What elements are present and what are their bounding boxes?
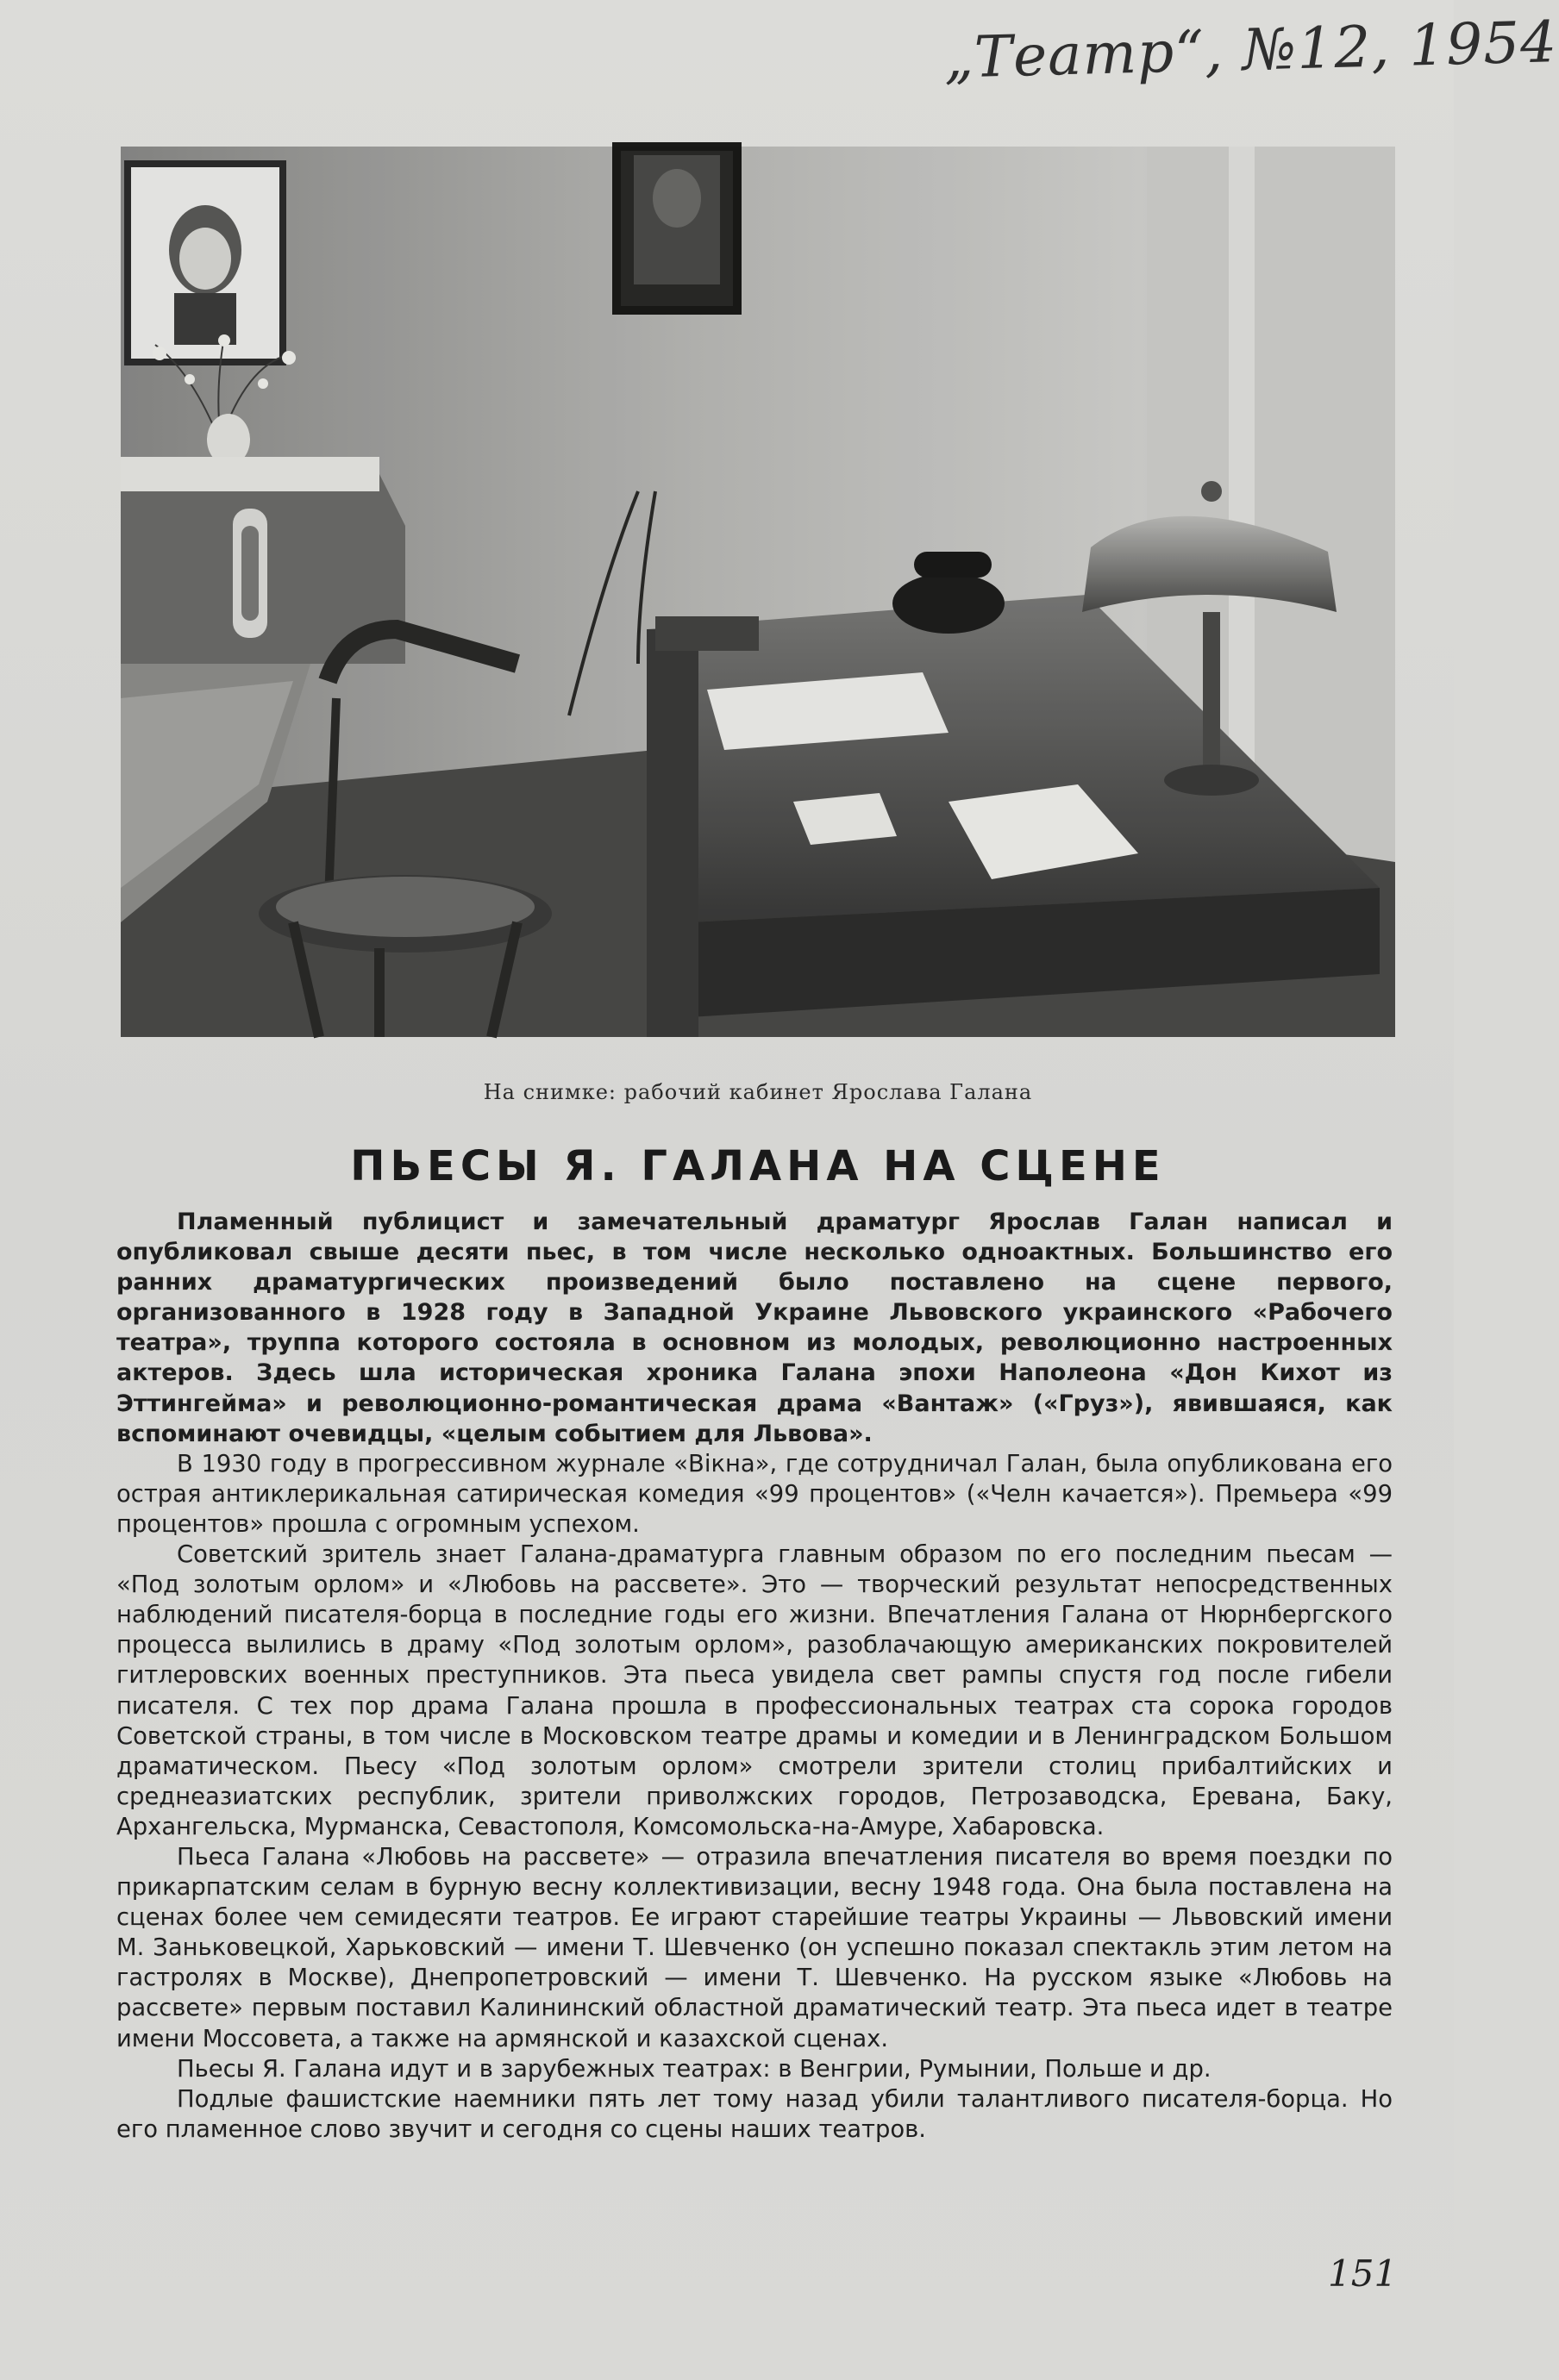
office-photo-illustration [121, 147, 1395, 1037]
article-body [116, 1207, 1393, 2145]
handwritten-note: „Театр“, №12, 1954 [942, 9, 1559, 91]
paragraph: В 1930 году в прогрессивном журнале «Вікна», где сотрудничал Галан, была опубликована его острая антиклерикальная сатирическая комедия «99 процентов» («Челн качается»). Премьера «99 процентов» прошла с огромным успехом. [116, 1450, 1393, 1538]
paragraph: Подлые фашистские наемники пять лет тому назад убили талантливого писателя-борца. Но его пламенное слово звучит и сегодня со сцены наших театров. [116, 2085, 1393, 2143]
page-number: 151 [1328, 2252, 1398, 2295]
photo-caption: На снимке: рабочий кабинет Ярослава Галана [483, 1080, 1033, 1104]
paragraph: Пьеса Галана «Любовь на рассвете» — отразила впечатления писателя во время поездки по прикарпатским селам в бурную весну коллективизации, весну 1948 года. Она была поставлена на сценах более чем семидесяти театров. Ее играют старейшие театры Украины — Львовский имени М. Заньковецкой, Харьковский — имени Т. Шевченко (он успешно показал спектакль этим летом на гастролях в Москве), Днепропетровский — имени Т. Шевченко. На русском языке «Любовь на рассвете» первым поставил Калининский областной драматический театр. Эта пьеса идет в театре имени Моссовета, а также на армянской и казахской сценах. [116, 1843, 1393, 2052]
paragraph: Советский зритель знает Галана-драматурга главным образом по его последним пьесам — «Под золотым орлом» и «Любовь на рассвете». Это — творческий результат непосредственных наблюдений писателя-борца в последние годы его жизни. Впечатления Галана от Нюрнбергского процесса вылились в драму «Под золотым орлом», разоблачающую американских покровителей гитлеровских военных преступников. Эта пьеса увидела свет рампы спустя год после гибели писателя. С тех пор драма Галана прошла в профессиональных театрах ста сорока городов Советской страны, в том числе в Московском театре драмы и комедии и в Ленинградском Большом драматическом. Пьесу «Под золотым орлом» смотрели зрители столиц прибалтийских и среднеазиатских республик, зрители приволжских городов, Петрозаводска, Еревана, Баку, Архангельска, Мурманска, Севастополя, Комсомольска-на-Амуре, Хабаровска. [116, 1541, 1393, 1840]
paragraph: Пламенный публицист и замечательный драматург Ярослав Галан написал и опубликовал свыше десяти пьес, в том числе несколько одноактных. Большинство его ранних драматургических произведений было поставлено на сцене первого, организованного в 1928 году в Западной Украине Львовского украинского «Рабочего театра», труппа которого состояла в основном из молодых, революционно настроенных актеров. Здесь шла историческая хроника Галана эпохи Наполеона «Дон Кихот из Эттингейма» и революционно-романтическая драма «Вантаж» («Груз»), явившаяся, как вспоминают очевидцы, «целым событием для Львова». [116, 1209, 1393, 1447]
article-title: ПЬЕСЫ Я. ГАЛАНА НА СЦЕНЕ [350, 1142, 1166, 1190]
office-photo [121, 147, 1395, 1037]
paragraph: Пьесы Я. Галана идут и в зарубежных театрах: в Венгрии, Румынии, Польше и др. [177, 2055, 1212, 2083]
